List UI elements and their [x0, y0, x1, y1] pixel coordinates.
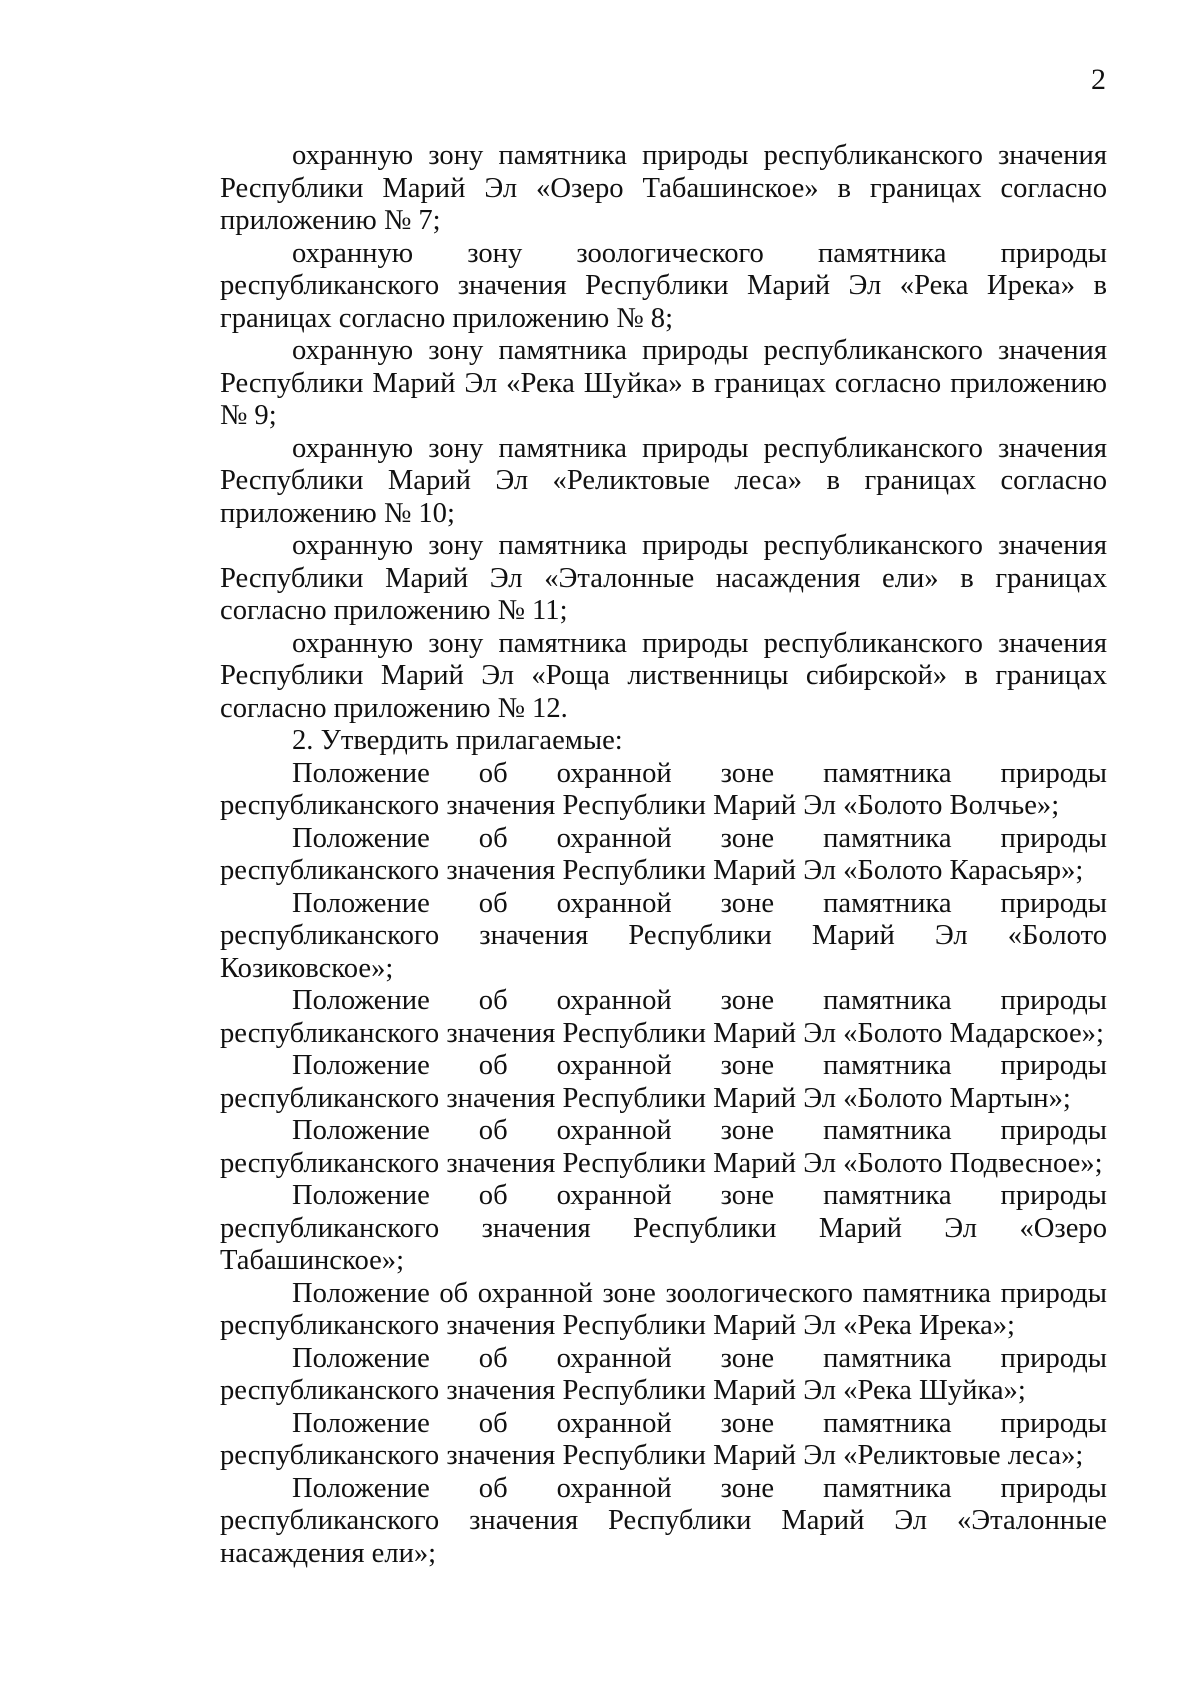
paragraph-regulation-tabashinskoe: Положение об охранной зоне памятника природы республиканского значения Республики Марий Эл «Озеро Табашинское»;	[220, 1180, 1107, 1276]
paragraph-regulation-podvesnoe: Положение об охранной зоне памятника природы республиканского значения Республики Марий Эл «Болото Подвесное»;	[220, 1115, 1107, 1179]
paragraph-regulation-madarskoe: Положение об охранной зоне памятника природы республиканского значения Республики Марий Эл «Болото Мадарское»;	[220, 985, 1107, 1049]
paragraph-regulation-karasyar: Положение об охранной зоне памятника природы республиканского значения Республики Марий Эл «Болото Карасьяр»;	[220, 822, 1107, 886]
paragraph-regulation-ireka: Положение об охранной зоне зоологического памятника природы республиканского значения Республики Марий Эл «Река Ирека»;	[220, 1277, 1107, 1341]
paragraph-regulation-relict-forests: Положение об охранной зоне памятника природы республиканского значения Республики Марий Эл «Реликтовые леса»;	[220, 1407, 1107, 1471]
paragraph-regulation-martyn: Положение об охранной зоне памятника природы республиканского значения Республики Марий Эл «Болото Мартын»;	[220, 1050, 1107, 1114]
document-body	[220, 140, 1107, 1570]
paragraph-zone-larch-grove: охранную зону памятника природы республиканского значения Республики Марий Эл «Роща лиственницы сибирской» в границах согласно приложению № 12.	[220, 627, 1107, 724]
paragraph-regulation-shuyka: Положение об охранной зоне памятника природы республиканского значения Республики Марий Эл «Река Шуйка»;	[220, 1342, 1107, 1406]
paragraph-approve-heading: 2. Утвердить прилагаемые:	[292, 725, 623, 756]
page-number: 2	[1091, 63, 1106, 96]
paragraph-zone-river-ireka: охранную зону зоологического памятника природы республиканского значения Республики Марий Эл «Река Ирека» в границах согласно приложению № 8;	[220, 237, 1107, 334]
paragraph-zone-spruce-stands: охранную зону памятника природы республиканского значения Республики Марий Эл «Эталонные насаждения ели» в границах согласно приложению № 11;	[220, 530, 1107, 626]
paragraph-regulation-kozikovskoe: Положение об охранной зоне памятника природы республиканского значения Республики Марий Эл «Болото Козиковское»;	[220, 887, 1107, 984]
paragraph-zone-relict-forests: охранную зону памятника природы республиканского значения Республики Марий Эл «Реликтовые леса» в границах согласно приложению № 10;	[220, 432, 1107, 529]
paragraph-regulation-volchye: Положение об охранной зоне памятника природы республиканского значения Республики Марий Эл «Болото Волчье»;	[220, 757, 1107, 821]
paragraph-regulation-spruce-stands: Положение об охранной зоне памятника природы республиканского значения Республики Марий Эл «Эталонные насаждения ели»;	[220, 1472, 1107, 1569]
paragraph-zone-river-shuyka: охранную зону памятника природы республиканского значения Республики Марий Эл «Река Шуйка» в границах согласно приложению № 9;	[220, 335, 1107, 431]
paragraph-zone-lake-tabashinskoe: охранную зону памятника природы республиканского значения Республики Марий Эл «Озеро Табашинское» в границах согласно приложению № 7;	[220, 140, 1107, 236]
